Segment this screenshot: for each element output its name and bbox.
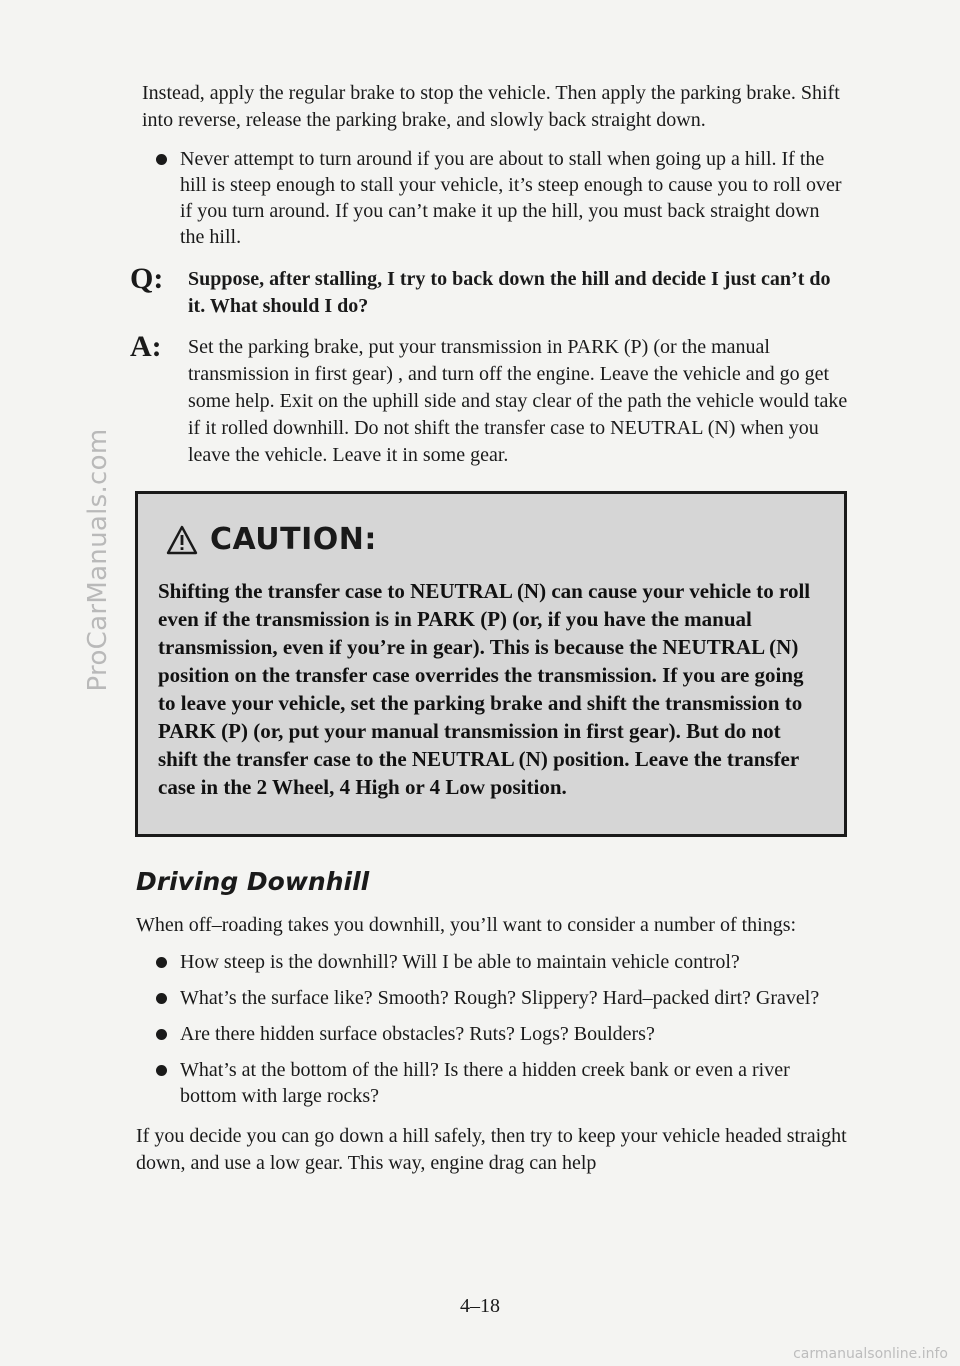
answer-mark-label: A: <box>130 330 162 363</box>
section-title: Driving Downhill <box>136 867 370 896</box>
downhill-bullet: What’s at the bottom of the hill? Is there a hidden creek bank or even a river bottom with large rocks? <box>136 1057 848 1109</box>
bullet-item: Never attempt to turn around if you are about to stall when going up a hill. If the hill is steep enough to stall your vehicle, it’s steep enough to cause you to roll over if you turn around. If you can’t make it up the hill, you must back straight down the hill. <box>136 146 848 250</box>
downhill-bullet: What’s the surface like? Smooth? Rough? Slippery? Hard–packed dirt? Gravel? <box>136 985 848 1011</box>
downhill-intro: When off–roading takes you downhill, you’ll want to consider a number of things: <box>136 914 797 936</box>
question-text: Suppose, after stalling, I try to back down the hill and decide I just can’t do it. What should I do? <box>188 268 831 317</box>
answer-block <box>130 330 848 469</box>
bottom-watermark: carmanualsonline.info <box>793 1346 948 1362</box>
warning-triangle-icon <box>166 525 198 555</box>
downhill-bullet: Are there hidden surface obstacles? Ruts? Logs? Boulders? <box>136 1021 848 1047</box>
answer-text: Set the parking brake, put your transmission in PARK (P) (or the manual transmission in first gear) , and turn off the engine. Leave the vehicle and go get some help. Exit on the uphill side and stay clear of the path the vehicle would take if it rolled downhill. Do not shift the transfer case to NEUTRAL (N) when you leave the vehicle. Leave it in some gear. <box>188 336 848 466</box>
side-watermark: ProCarManuals.com <box>83 428 113 692</box>
question-mark-label: Q: <box>130 262 164 295</box>
page-number: 4–18 <box>460 1295 500 1317</box>
caution-header <box>166 522 814 557</box>
caution-title: CAUTION: <box>210 522 377 557</box>
question-block <box>130 262 848 320</box>
caution-box <box>135 491 847 837</box>
caution-text: Shifting the transfer case to NEUTRAL (N) can cause your vehicle to roll even if the transmission is in PARK (P) (or, if you have the manual transmission, even if you’re in gear). This is because the NEUTRAL (N) position on the transfer case overrides the transmission. If you are going to leave your vehicle, set the parking brake and shift the transmission to PARK (P) (or, put your manual transmission in first gear). But do not shift the transfer case to the NEUTRAL (N) position. Leave the transfer case in the 2 Wheel, 4 High or 4 Low position. <box>158 579 811 799</box>
closing-paragraph: If you decide you can go down a hill safely, then try to keep your vehicle headed straight down, and use a low gear. This way, engine drag can help <box>136 1125 847 1174</box>
downhill-bullet: How steep is the downhill? Will I be able to maintain vehicle control? <box>136 949 848 975</box>
page-content <box>130 80 848 1177</box>
intro-paragraph: Instead, apply the regular brake to stop the vehicle. Then apply the parking brake. Shift into reverse, release the parking brake, and slowly back straight down. <box>142 82 840 131</box>
